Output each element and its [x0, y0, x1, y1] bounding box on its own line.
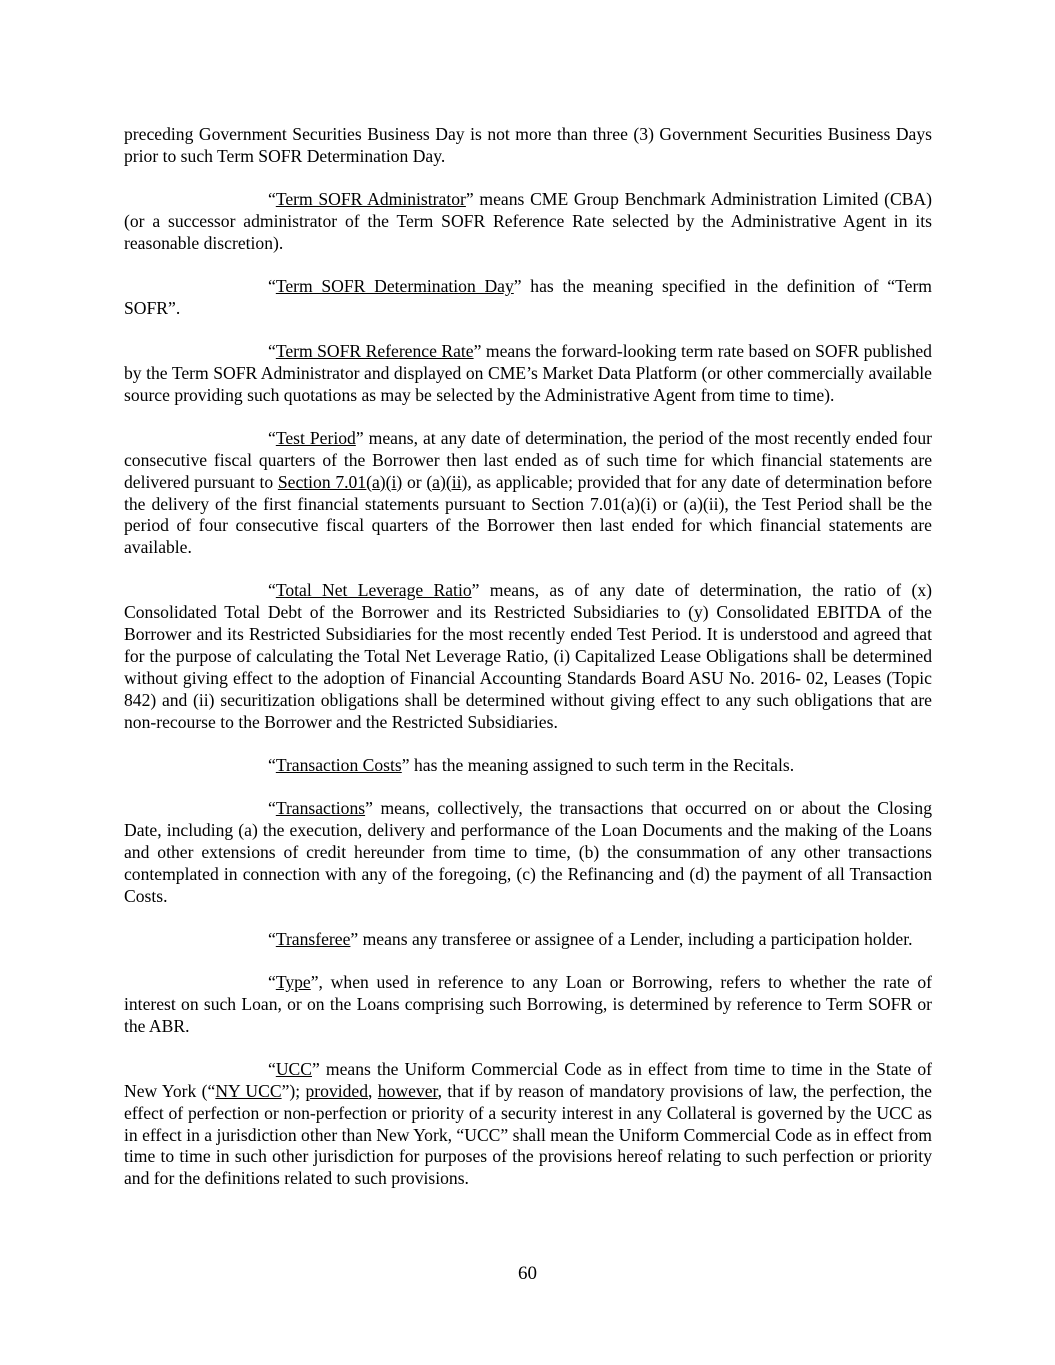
document-body — [124, 124, 932, 1211]
paragraph — [124, 1059, 932, 1190]
paragraph-text: “ — [268, 189, 276, 209]
paragraph-text: ” means CME Group Benchmark Administration Limited (CBA) (or a successor administrator of the Term SOFR Reference Rate selected by the Administrative Agent in its reasonable discretion). — [124, 189, 932, 253]
paragraph-text: preceding Government Securities Business Day is not more than three (3) Government Securities Business Days prior to such Term SOFR Determination Day. — [124, 124, 932, 166]
defined-term: UCC — [275, 1058, 312, 1079]
paragraph — [124, 428, 932, 559]
defined-term: Test Period — [275, 427, 356, 448]
paragraph — [124, 341, 932, 407]
paragraph-text: “ — [268, 427, 276, 448]
paragraph-text: ” means, at any date of determination, the period of the most recently ended four consecutive fiscal quarters of the Borrower then last ended as of such time for which financial statements are delivered pursuant to — [124, 427, 932, 492]
paragraph-text: ” means any transferee or assignee of a Lender, including a participation holder. — [350, 928, 913, 949]
paragraph-text: “ — [268, 754, 276, 775]
defined-term: Transaction Costs — [275, 754, 402, 775]
defined-term: Term SOFR Administrator — [275, 189, 466, 209]
paragraph-text: ”, when used in reference to any Loan or Borrowing, refers to whether the rate of interest on such Loan, or on the Loans comprising such Borrowing, is determined by reference to Term SOFR or the ABR. — [124, 971, 932, 1036]
paragraph — [124, 798, 932, 908]
paragraph — [124, 189, 932, 255]
paragraph-text: ” means the forward-looking term rate based on SOFR published by the Term SOFR Administrator and displayed on CME’s Market Data Platform (or other commercially available source providing such quotations as may be selected by the Administrative Agent from time to time). — [124, 340, 932, 405]
defined-term: Total Net Leverage Ratio — [275, 580, 472, 601]
paragraph — [124, 929, 932, 951]
defined-term: provided — [305, 1080, 369, 1101]
paragraph-text: “ — [268, 580, 276, 601]
page-number: 60 — [518, 1263, 537, 1284]
paragraph-text: “ — [268, 971, 276, 992]
paragraph-text: “ — [268, 275, 276, 296]
defined-term: Type — [275, 971, 311, 992]
paragraph-text: ” means, as of any date of determination, the ratio of (x) Consolidated Total Debt of the Borrower and its Restricted Subsidiaries to (y) Consolidated EBITDA of the Borrower and its Restricted Subsidiaries for the most recently ended Test Period. It is understood and agreed that for the purpose of calculating the Total Net Leverage Ratio, (i) Capitalized Lease Obligations shall be determined without giving effect to the adoption of Financial Accounting Standards Board ASU No. 2016- 02, Leases (Topic 842) and (ii) securitization obligations shall be determined without giving effect to any such obligations that are non-recourse to the Borrower and the Restricted Subsidiaries. — [124, 580, 932, 732]
paragraph-text: ”); — [281, 1080, 306, 1101]
defined-term: Term SOFR Reference Rate — [275, 340, 474, 361]
defined-term: Term SOFR Determination Day — [275, 275, 514, 296]
paragraph-text: “ — [268, 340, 276, 361]
paragraph-text: ” means, collectively, the transactions that occurred on or about the Closing Date, including (a) the execution, delivery and performance of the Loan Documents and the making of the Loans and other extensions of credit hereunder from time to time, (b) the consummation of any other transactions contemplated in connection with any of the foregoing, (c) the Refinancing and (d) the payment of all Transaction Costs. — [124, 798, 932, 906]
paragraph-text: or — [402, 471, 427, 492]
paragraph — [124, 972, 932, 1038]
paragraph-text: “ — [268, 1058, 276, 1079]
defined-term: however — [377, 1080, 438, 1101]
defined-term: (a)(ii) — [426, 471, 468, 492]
paragraph-text: “ — [268, 928, 276, 949]
defined-term: Transferee — [275, 928, 351, 949]
paragraph-text: , — [368, 1080, 378, 1101]
paragraph-text: , as applicable; provided that for any date of determination before the delivery of the first financial statements pursuant to Section 7.01(a)(i) or (a)(ii), the Test Period shall be the period of four consecutive fiscal quarters of the Borrower then last ended for which financial statements are available. — [124, 471, 933, 558]
paragraph — [124, 755, 932, 777]
paragraph-text: ” means the Uniform Commercial Code as in effect from time to time in the State of New York (“ — [124, 1058, 932, 1101]
paragraph-text: “ — [268, 798, 276, 819]
defined-term: Transactions — [275, 798, 366, 819]
paragraph — [124, 276, 932, 320]
paragraph-text: , that if by reason of mandatory provisions of law, the perfection, the effect of perfection or non-perfection or priority of a security interest in any Collateral is governed by the UCC as in effect in a jurisdiction other than New York, “UCC” shall mean the Uniform Commercial Code as in effect from time to time in such other jurisdiction for purposes of the provisions hereof relating to such perfection or priority and for the definitions related to such provisions. — [124, 1080, 932, 1189]
paragraph-text: ” has the meaning assigned to such term in the Recitals. — [401, 754, 795, 775]
paragraph-text: ” has the meaning specified in the definition of “Term SOFR”. — [124, 275, 932, 318]
defined-term: Section 7.01(a)(i) — [277, 471, 403, 492]
paragraph — [124, 124, 932, 168]
paragraph — [124, 580, 932, 733]
defined-term: NY UCC — [215, 1080, 282, 1101]
